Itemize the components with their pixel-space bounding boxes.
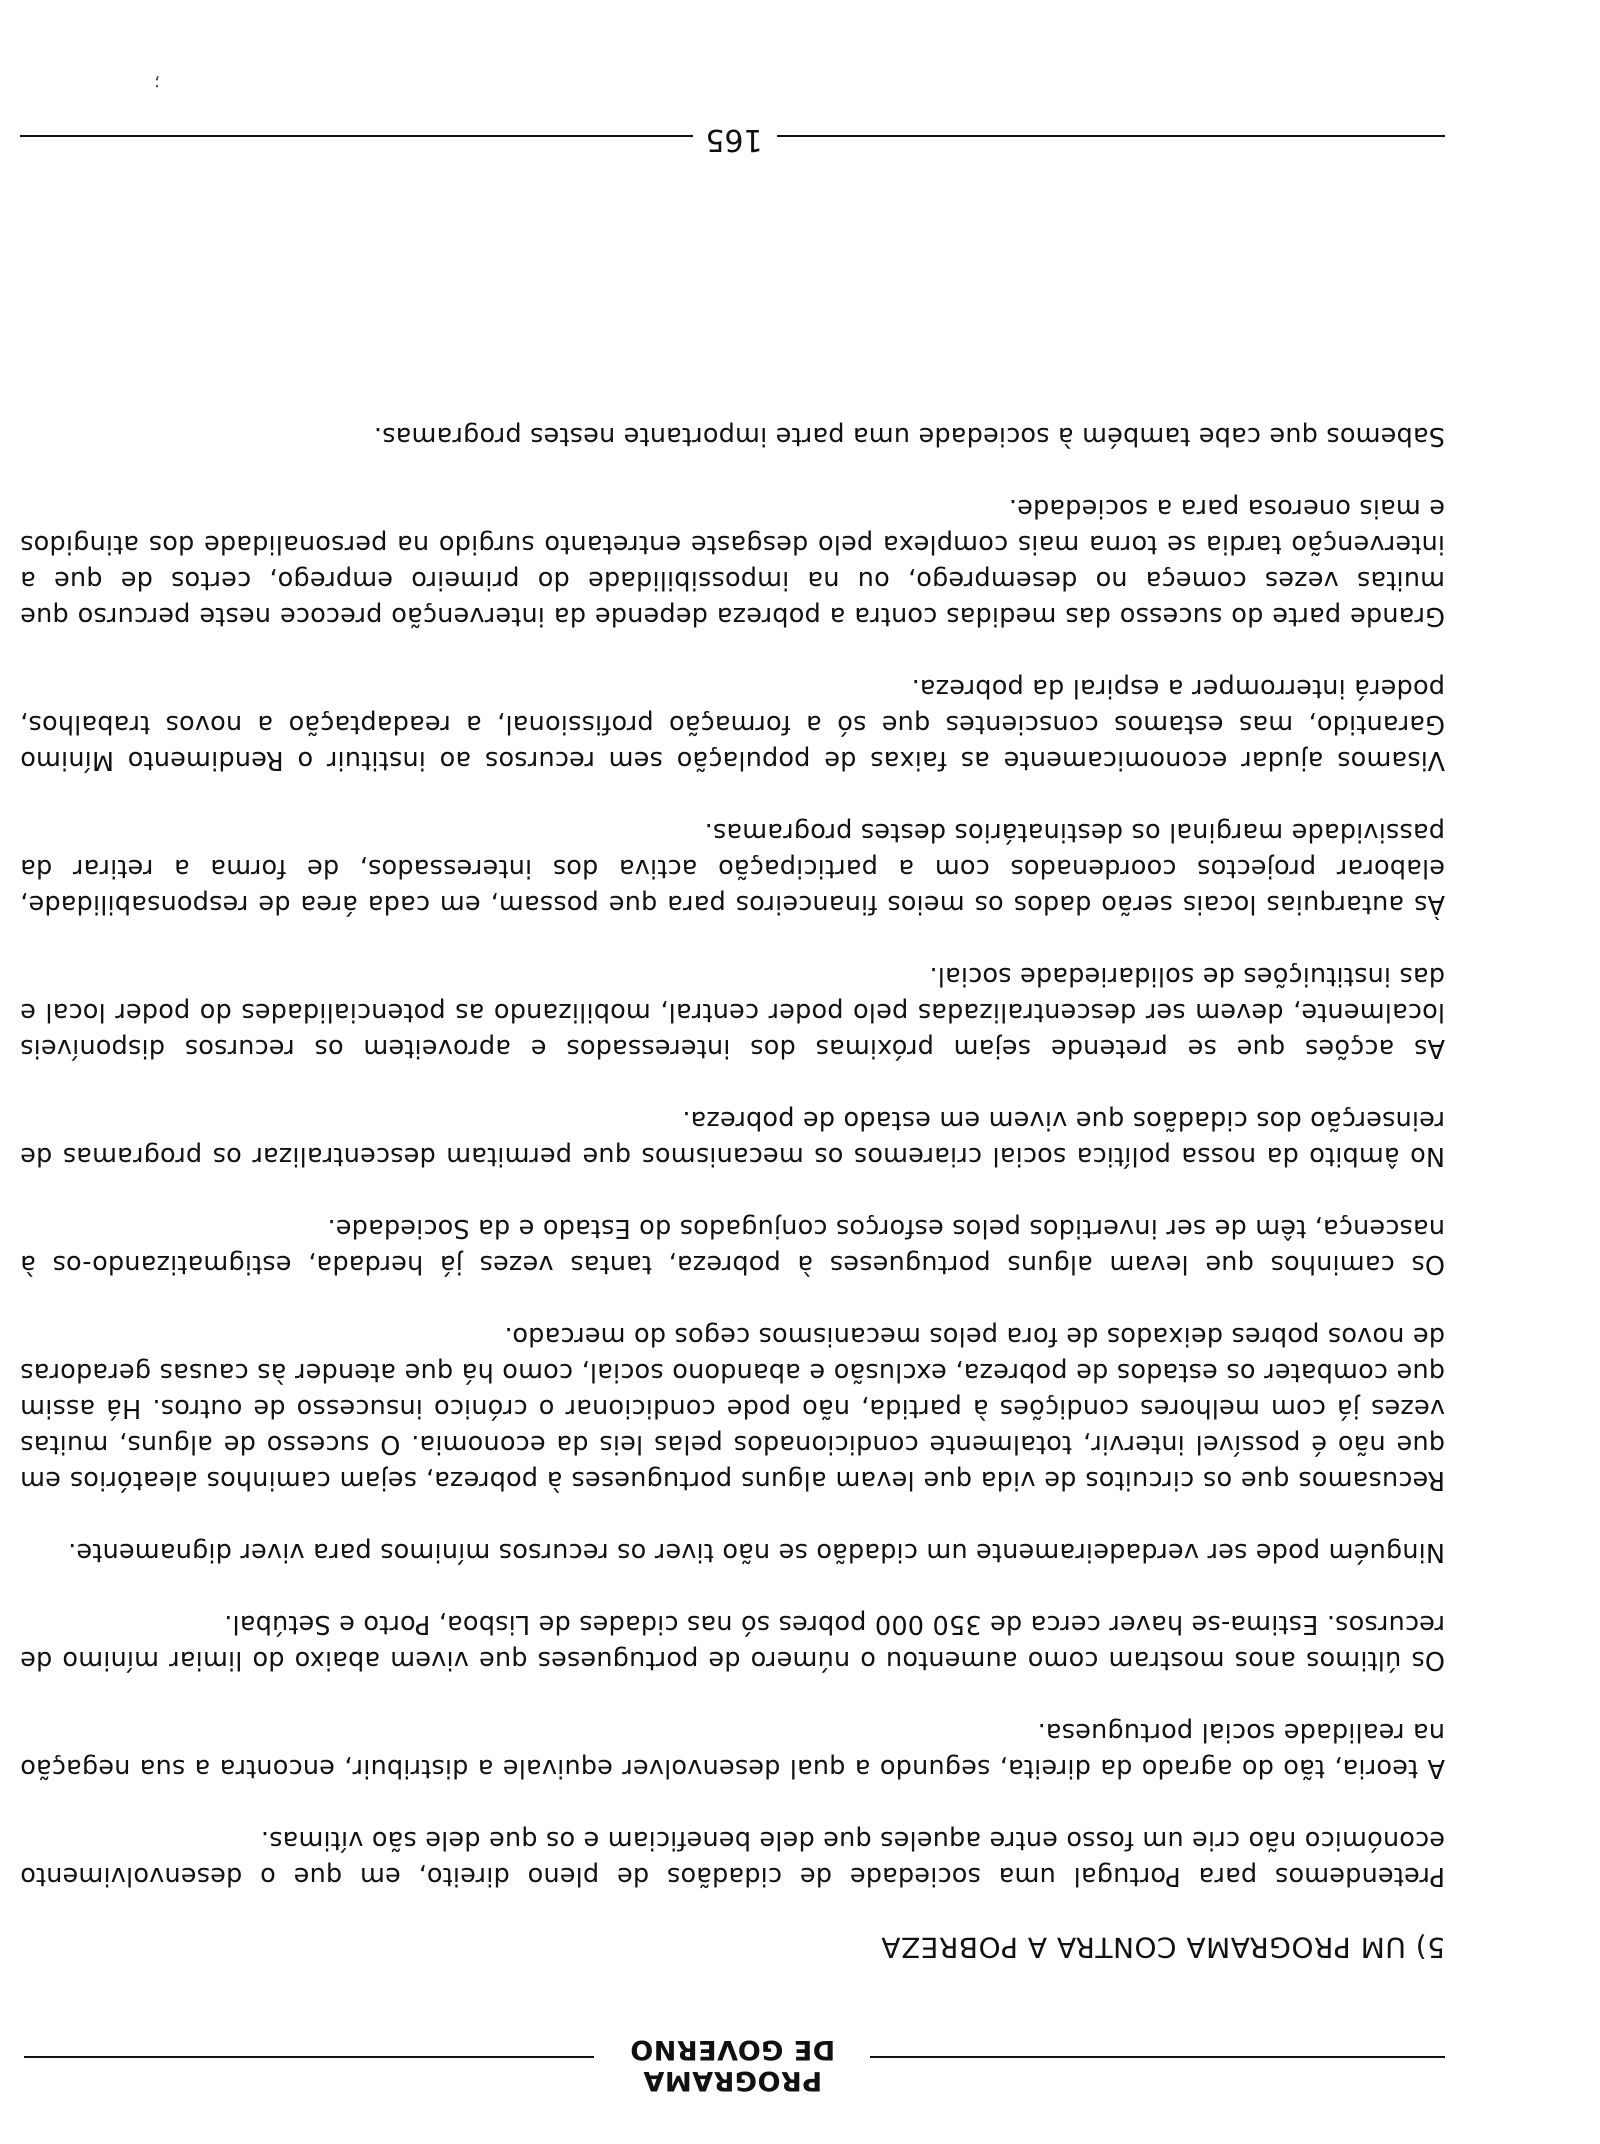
paragraph-9: Às autarquias locais serão dados os meios financeiros para que possam, em cada área de responsabilidade, elaborar projectos coordenados com a participação activa dos interessados, de forma a retirar da passividade marginal os destinatários destes programas.: [20, 817, 1445, 919]
paragraph-1: Pretendemos para Portugal uma sociedade de cidadãos de pleno direito, em que o desenvolvimento económico não crie um fosso entre aqueles que dele beneficiam e os que dele são vítimas.: [20, 1825, 1445, 1891]
page-header: [20, 2026, 1445, 2096]
footer-rule-left: [777, 135, 1445, 137]
paragraph-5: Recusamos que os circuitos de vida que levam alguns portugueses à pobreza, sejam caminhos aleatórios em que não é possível intervir, totalmente condicionados pelas leis da economia. O sucesso de alguns, muitas vezes já com melhores condições à partida, não pode condicionar o crónico insucesso de outros. Há assim que combater os estados de pobreza, exclusão e abandono social, como há que atender às causas geradoras de novos pobres deixados de fora pelos mecanismos cegos do mercado.: [20, 1321, 1445, 1495]
paragraph-10: Visamos ajudar economicamente as faixas de população sem recursos ao instituir o Rendimento Mínimo Garantido, mas estamos conscientes que só a formação profissional, a readaptação a novos trabalhos, poderá interromper a espiral da pobreza.: [20, 673, 1445, 775]
footer-rule-right: [20, 135, 693, 137]
paragraph-7: No âmbito da nossa política social criaremos os mecanismos que permitam descentralizar os programas de reinserção dos cidadãos que vivem em estado de pobreza.: [20, 1105, 1445, 1171]
header-rule-left: [870, 2056, 1445, 2058]
paragraph-8: As acções que se pretende sejam próximas dos interessados e aproveitem os recursos disponíveis localmente, devem ser descentralizadas pelo poder central, mobilizando as potencialidades do poder local e das instituições de solidariedade social.: [20, 961, 1445, 1063]
paragraph-12: Sabemos que cabe também à sociedade uma parte importante nestes programas.: [373, 421, 1445, 451]
stray-mark: ;: [153, 73, 160, 94]
paragraph-11: Grande parte do sucesso das medidas contra a pobreza depende da intervenção precoce neste percurso que muitas vezes começa no desemprego, ou na impossibilidade do primeiro emprego, certos de que a intervenção tardia se torna mais complexa pelo desgaste entretanto surgido na personalidade dos atingidos e mais onerosa para a sociedade.: [20, 493, 1445, 631]
paragraph-2: A teoria, tão do agrado da direita, segundo a qual desenvolver equivale a distribuir, encontra a sua negação na realidade social portuguesa.: [20, 1717, 1445, 1783]
paragraph-4: Ninguém pode ser verdadeiramente um cidadão se não tiver os recursos mínimos para viver dignamente.: [67, 1537, 1445, 1567]
header-rule-right: [24, 2056, 594, 2058]
header-title: [610, 2034, 855, 2096]
header-title-line-2: DE GOVERNO: [629, 2034, 836, 2065]
section-title: 5) UM PROGRAMA CONTRA A POBREZA: [880, 1931, 1445, 1964]
page-footer: [20, 119, 1445, 159]
paragraph-3: Os últimos anos mostram como aumentou o número de portugueses que vivem abaixo do limiar mínimo de recursos. Estima-se haver cerca de 350 000 pobres só nas cidades de Lisboa, Porto e Setúbal.: [20, 1609, 1445, 1675]
header-title-line-1: PROGRAMA: [642, 2065, 823, 2096]
body-text: [20, 382, 1445, 1894]
paragraph-6: Os caminhos que levam alguns portugueses à pobreza, tantas vezes já herdada, estigmatizando-os à nascença, têm de ser invertidos pelos esforços conjugados do Estado e da Sociedade.: [20, 1213, 1445, 1279]
page-number: 165: [705, 122, 763, 157]
